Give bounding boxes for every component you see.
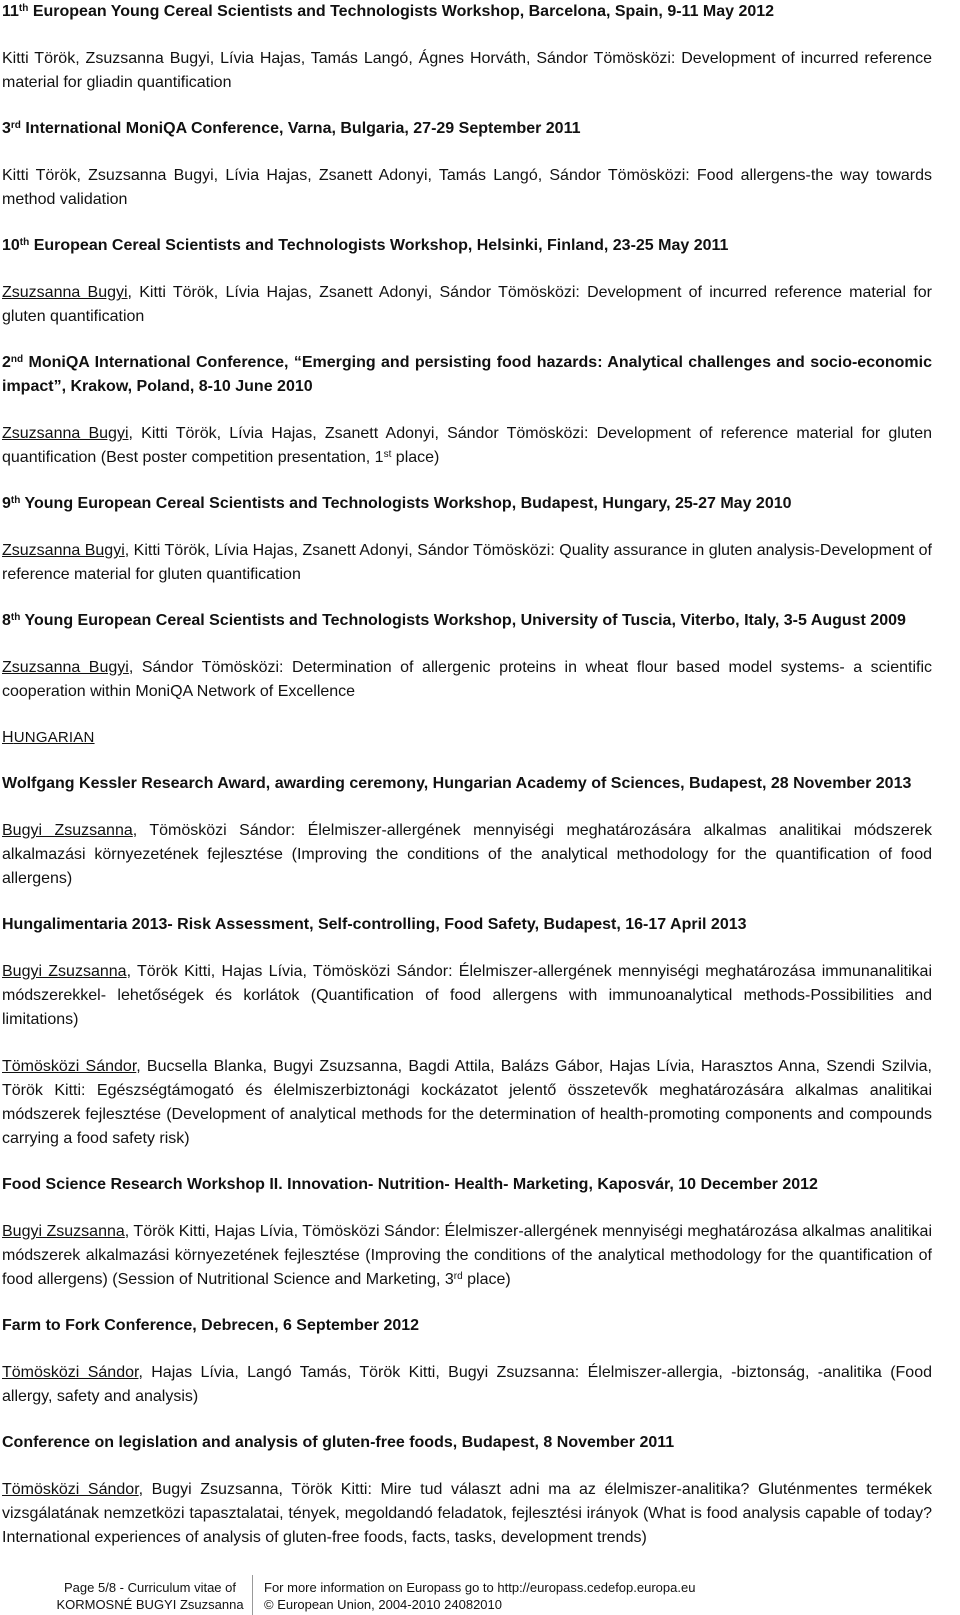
presentation-text: Bugyi Zsuzsanna, Török Kitti, Hajas Lívia, Tömösközi Sándor: Élelmiszer-allergének mennyiségi meghatározása immunanalitikai módszerekkel- lehetőségek és korlátok (Quantification of food allergens with immunoanalytical methods-Possibilities and limitations) <box>2 963 933 1028</box>
conference-heading: Hungalimentaria 2013- Risk Assessment, Self-controlling, Food Safety, Budapest, 16-17 April 2013 <box>2 916 747 933</box>
conference-entry <box>2 234 932 329</box>
conference-entry <box>2 1173 932 1292</box>
presentation-text: Tömösközi Sándor, Bucsella Blanka, Bugyi Zsuzsanna, Bagdi Attila, Balázs Gábor, Hajas Lívia, Harasztos Anna, Szendi Szilvia, Török Kitti: Egészségtámogató és élelmiszerbiztonági kockázatot jelentő összetevők meghatározására alkalmas analitikai módszerek fejlesztése (Development of analytical methods for the determination of health-promoting components and compounds carrying a food safety risk) <box>2 1058 932 1147</box>
conference-entry <box>2 913 932 1151</box>
presenting-author: Tömösközi Sándor <box>2 1364 139 1381</box>
presentation-text: Zsuzsanna Bugyi, Sándor Tömösközi: Determination of allergenic proteins in wheat flour based model systems- a scientific cooperation within MoniQA Network of Excellence <box>2 659 933 700</box>
footer-page-info <box>40 1579 260 1613</box>
section-heading-hungarian: HUNGARIAN <box>2 729 95 746</box>
footer-europass-link[interactable]: For more information on Europass go to http://europass.cedefop.europa.eu <box>264 1580 696 1595</box>
presentation-text: Zsuzsanna Bugyi, Kitti Török, Lívia Hajas, Zsanett Adonyi, Sándor Tömösközi: Development of incurred reference material for gluten quantification <box>2 284 933 325</box>
presenting-author: Zsuzsanna Bugyi <box>2 659 129 676</box>
presentation-text: Bugyi Zsuzsanna, Török Kitti, Hajas Lívia, Tömösközi Sándor: Élelmiszer-allergének mennyiségi meghatározása alkalmas analitikai módszerek alkalmazási környezetének fejlesztése (Improving the conditions of the analytical methodology for the quantification of food allergens) (Session of Nutritional Science and Marketing, 3rd place) <box>2 1223 933 1288</box>
presenting-author: Bugyi Zsuzsanna <box>2 963 127 980</box>
presentation-text: Tömösközi Sándor, Hajas Lívia, Langó Tamás, Török Kitti, Bugyi Zsuzsanna: Élelmiszer-allergia, -biztonság, -analitika (Food allergy, safety and analysis) <box>2 1364 932 1405</box>
presenting-author: Zsuzsanna Bugyi <box>2 425 129 442</box>
conference-heading: Food Science Research Workshop II. Innovation- Nutrition- Health- Marketing, Kaposvár, 10 December 2012 <box>2 1176 818 1193</box>
conference-entry <box>2 351 932 470</box>
conference-heading: 3rd International MoniQA Conference, Varna, Bulgaria, 27-29 September 2011 <box>2 120 581 137</box>
conference-heading: 8th Young European Cereal Scientists and Technologists Workshop, University of Tuscia, Viterbo, Italy, 3-5 August 2009 <box>2 612 906 629</box>
conference-entry <box>2 1314 932 1409</box>
presenting-author: Bugyi Zsuzsanna <box>2 822 133 839</box>
conference-entry <box>2 492 932 587</box>
conference-heading: 10th European Cereal Scientists and Technologists Workshop, Helsinki, Finland, 23-25 May 2011 <box>2 237 729 254</box>
presentation-text: Kitti Török, Zsuzsanna Bugyi, Lívia Hajas, Zsanett Adonyi, Tamás Langó, Sándor Tömösközi: Food allergens-the way towards method validation <box>2 167 932 208</box>
presentation-text: Kitti Török, Zsuzsanna Bugyi, Lívia Hajas, Tamás Langó, Ágnes Horváth, Sándor Tömösközi: Development of incurred reference material for gliadin quantification <box>2 50 932 91</box>
conference-heading: 9th Young European Cereal Scientists and Technologists Workshop, Budapest, Hungary, 25-27 May 2010 <box>2 495 792 512</box>
page-footer <box>0 1565 960 1615</box>
conference-entry <box>2 609 932 704</box>
presentation-text: Bugyi Zsuzsanna, Tömösközi Sándor: Élelmiszer-allergének mennyiségi meghatározására alkalmas analitikai módszerek alkalmazási környezetének fejlesztése (Improving the conditions of the analytical methodology for the quantification of food allergens) <box>2 822 933 887</box>
presentation-text: Tömösközi Sándor, Bugyi Zsuzsanna, Török Kitti: Mire tud választ adni ma az élelmiszer-analitika? Gluténmentes termékek vizsgálatának nemzetközi tapasztalatai, tények, megoldandó feladatok, fejlesztési irányok (What is food analysis capable of today? International experiences of analysis of gluten-free foods, facts, tasks, development trends) <box>2 1481 932 1546</box>
conference-heading: Conference on legislation and analysis of gluten-free foods, Budapest, 8 November 2011 <box>2 1434 675 1451</box>
conference-entry <box>2 772 932 891</box>
footer-divider <box>252 1575 253 1615</box>
conference-heading: Farm to Fork Conference, Debrecen, 6 September 2012 <box>2 1317 420 1334</box>
conference-heading: 11th European Young Cereal Scientists and Technologists Workshop, Barcelona, Spain, 9-11 May 2012 <box>2 3 775 20</box>
presenting-author: Tömösközi Sándor <box>2 1481 139 1498</box>
presenting-author: Tömösközi Sándor <box>2 1058 137 1075</box>
conference-entry <box>2 0 932 95</box>
presenting-author: Zsuzsanna Bugyi <box>2 284 128 301</box>
conference-list <box>2 0 932 1550</box>
conference-heading: 2nd MoniQA International Conference, “Emerging and persisting food hazards: Analytical challenges and socio-economic impact”, Krakow, Poland, 8-10 June 2010 <box>2 354 932 395</box>
footer-europass-info <box>264 1579 864 1613</box>
footer-page-number: Page 5/8 - Curriculum vitae of <box>64 1580 236 1595</box>
presentation-text: Zsuzsanna Bugyi, Kitti Török, Lívia Hajas, Zsanett Adonyi, Sándor Tömösközi: Development of reference material for gluten quantification (Best poster competition presentation, 1st place) <box>2 425 932 466</box>
footer-copyright: © European Union, 2004-2010 24082010 <box>264 1597 502 1612</box>
conference-entry <box>2 1431 932 1550</box>
presenting-author: Bugyi Zsuzsanna <box>2 1223 125 1240</box>
conference-heading: Wolfgang Kessler Research Award, awarding ceremony, Hungarian Academy of Sciences, Budapest, 28 November 2013 <box>2 775 912 792</box>
conference-entry <box>2 117 932 212</box>
footer-cv-owner: KORMOSNÉ BUGYI Zsuzsanna <box>56 1597 244 1612</box>
presenting-author: Zsuzsanna Bugyi <box>2 542 125 559</box>
presentation-text: Zsuzsanna Bugyi, Kitti Török, Lívia Hajas, Zsanett Adonyi, Sándor Tömösközi: Quality assurance in gluten analysis-Development of reference material for gluten quantification <box>2 542 933 583</box>
